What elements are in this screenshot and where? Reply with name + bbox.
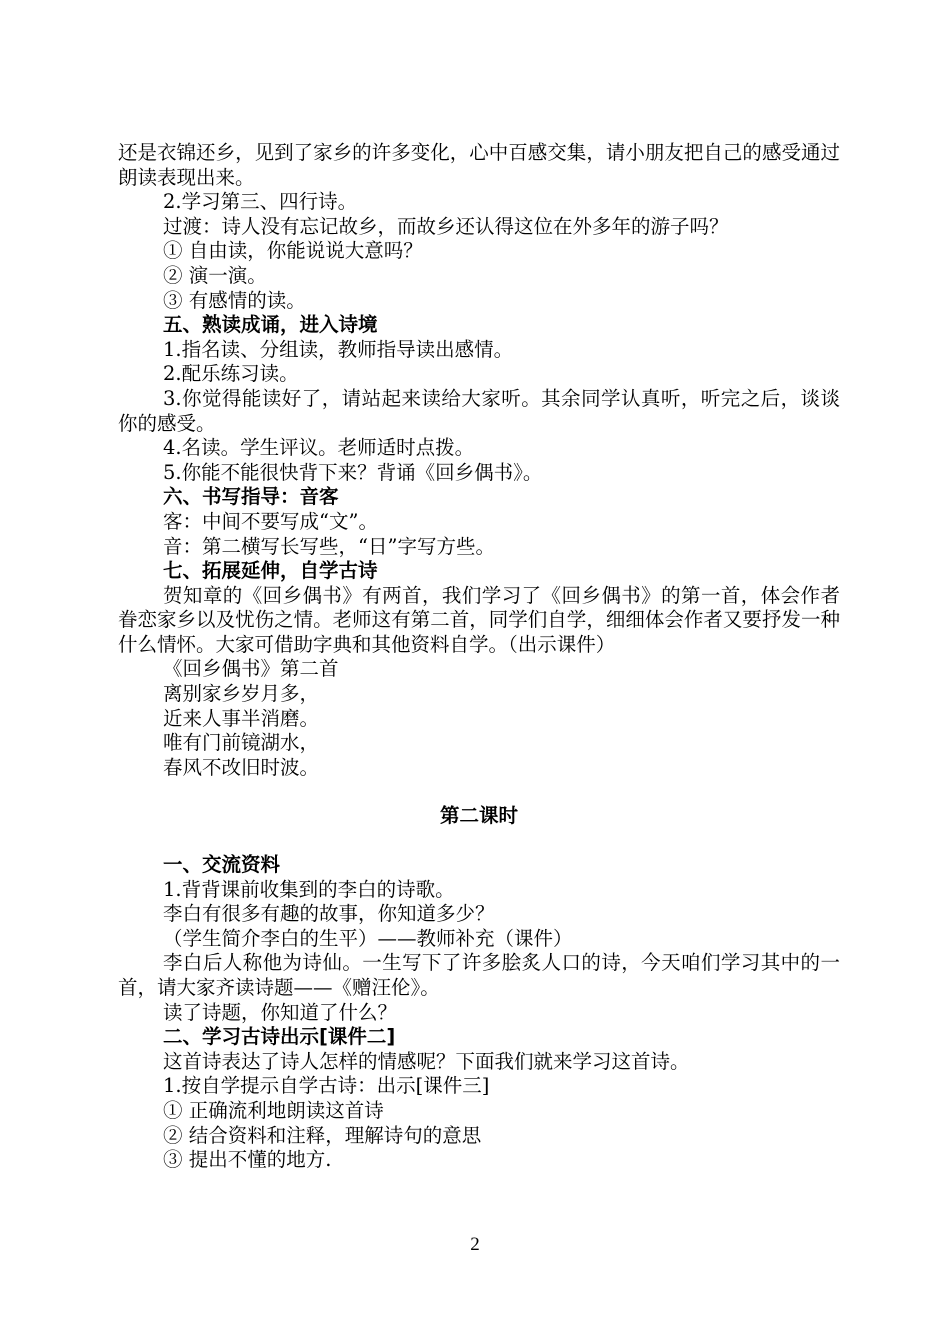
list-item: ① 自由读，你能说说大意吗？ <box>163 239 423 263</box>
list-item: 1.按自学提示自学古诗：出示[课件三] <box>163 1074 490 1098</box>
paragraph: 2.学习第三、四行诗。 <box>163 190 358 214</box>
poem-line: 近来人事半消磨。 <box>163 706 320 730</box>
document-body <box>118 141 840 1173</box>
paragraph: 读了诗题，你知道了什么？ <box>163 1000 398 1024</box>
list-item: ③ 有感情的读。 <box>163 288 306 312</box>
list-item: 1.指名读、分组读，教师指导读出感情。 <box>163 337 514 361</box>
poem-line: 离别家乡岁月多， <box>163 682 320 706</box>
paragraph: 李白有很多有趣的故事，你知道多少？ <box>163 902 495 926</box>
section-heading: 五、熟读成诵，进入诗境 <box>163 313 378 337</box>
list-item: 5.你能不能很快背下来？背诵《回乡偶书》。 <box>163 460 543 484</box>
list-item: 1.背背课前收集到的李白的诗歌。 <box>163 877 455 901</box>
page-number: 2 <box>470 1234 480 1255</box>
poem-line: 唯有门前镜湖水， <box>163 731 320 755</box>
section-heading: 七、拓展延伸，自学古诗 <box>163 559 378 583</box>
list-item: ③ 提出不懂的地方. <box>163 1148 332 1172</box>
paragraph: 过渡：诗人没有忘记故乡，而故乡还认得这位在外多年的游子吗？ <box>163 214 729 238</box>
list-item: ② 结合资料和注释，理解诗句的意思 <box>163 1123 482 1147</box>
paragraph: 这首诗表达了诗人怎样的情感呢？下面我们就来学习这首诗。 <box>163 1049 690 1073</box>
paragraph: 还是衣锦还乡，见到了家乡的许多变化，心中百感交集，请小朋友把自己的感受通过朗读表现出来。 <box>118 141 840 189</box>
section-heading: 一、交流资料 <box>163 853 281 877</box>
list-item: 音：第二横写长写些，“日”字写方些。 <box>163 534 495 558</box>
paragraph: （学生简介李白的生平）——教师补充（课件） <box>163 926 573 950</box>
paragraph: 李白后人称他为诗仙。一生写下了许多脍炙人口的诗，今天咱们学习其中的一首，请大家齐读诗题——《赠汪伦》。 <box>118 951 840 999</box>
list-item: 3.你觉得能读好了，请站起来读给大家听。其余同学认真听，听完之后，谈谈你的感受。 <box>118 386 840 435</box>
list-item: 2.配乐练习读。 <box>163 362 299 386</box>
poem-title: 《回乡偶书》第二首 <box>163 657 339 681</box>
list-item: ① 正确流利地朗读这首诗 <box>163 1098 384 1122</box>
list-item: 4.名读。学生评议。老师适时点拨。 <box>163 436 475 460</box>
list-item: ② 演一演。 <box>163 263 267 287</box>
list-item: 客：中间不要写成“文”。 <box>163 509 378 533</box>
paragraph: 贺知章的《回乡偶书》有两首，我们学习了《回乡偶书》的第一首，体会作者眷恋家乡以及忧伤之情。老师这有第二首，同学们自学，细细体会作者又要抒发一种什么情怀。大家可借助字典和其他资料自学。（出示课件） <box>118 583 840 656</box>
section-heading: 二、学习古诗出示[课件二] <box>163 1025 396 1049</box>
lesson-title: 第二课时 <box>439 804 518 828</box>
poem-line: 春风不改旧时波。 <box>163 755 320 779</box>
section-heading: 六、书写指导：音客 <box>163 485 339 509</box>
